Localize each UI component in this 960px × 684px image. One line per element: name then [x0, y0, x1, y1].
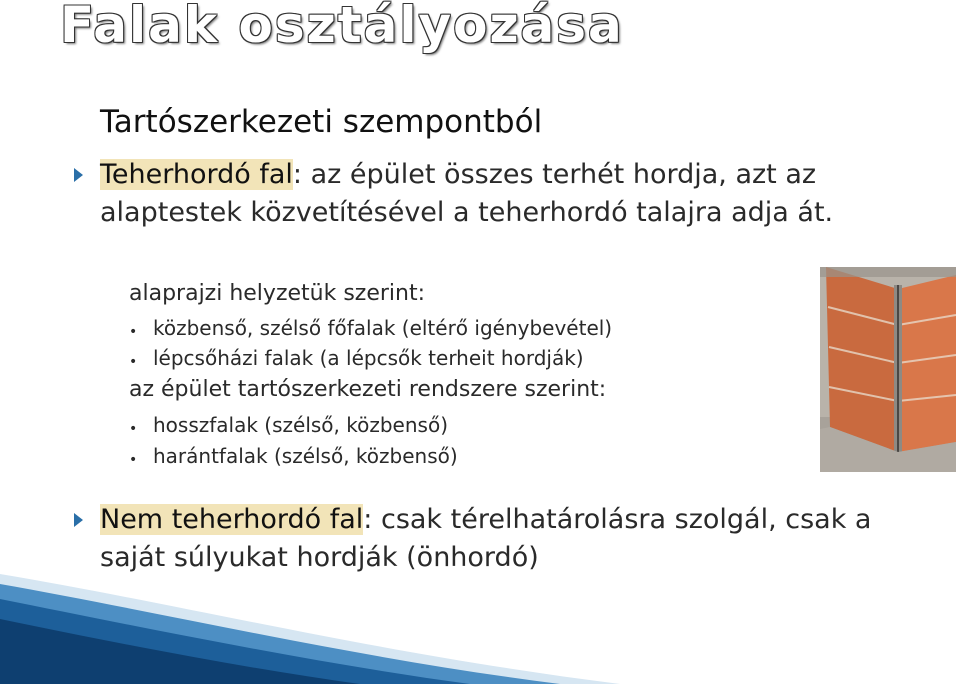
section-heading: Tartószerkezeti szempontból [100, 104, 543, 140]
bullet-dot: • [129, 324, 138, 340]
bullet-dot: • [129, 421, 138, 437]
term-load-bearing: Teherhordó fal [100, 159, 293, 190]
play-arrow-icon [74, 513, 83, 527]
definition-load-bearing: : az épület összes terhét hordja, azt az alaptestek közvetítésével a teherhordó talajra adja át. [100, 159, 834, 228]
bullet-dot: • [129, 354, 138, 370]
play-arrow-icon [74, 168, 83, 182]
group-label-structural-system: az épület tartószerkezeti rendszere szerint: [129, 377, 607, 402]
list-item-load-bearing [100, 156, 930, 232]
brick-wall-photo [820, 267, 956, 472]
decorative-wave [0, 544, 620, 684]
term-non-load-bearing: Nem teherhordó fal [100, 504, 364, 535]
slide-title: Falak osztályozása [60, 0, 624, 54]
group-label-floorplan: alaprajzi helyzetük szerint: [129, 281, 426, 306]
bullet-dot: • [129, 452, 138, 468]
definition-non-load-bearing: : csak térelhatárolásra szolgál, csak a saját súlyukat hordják (önhordó) [100, 504, 872, 573]
